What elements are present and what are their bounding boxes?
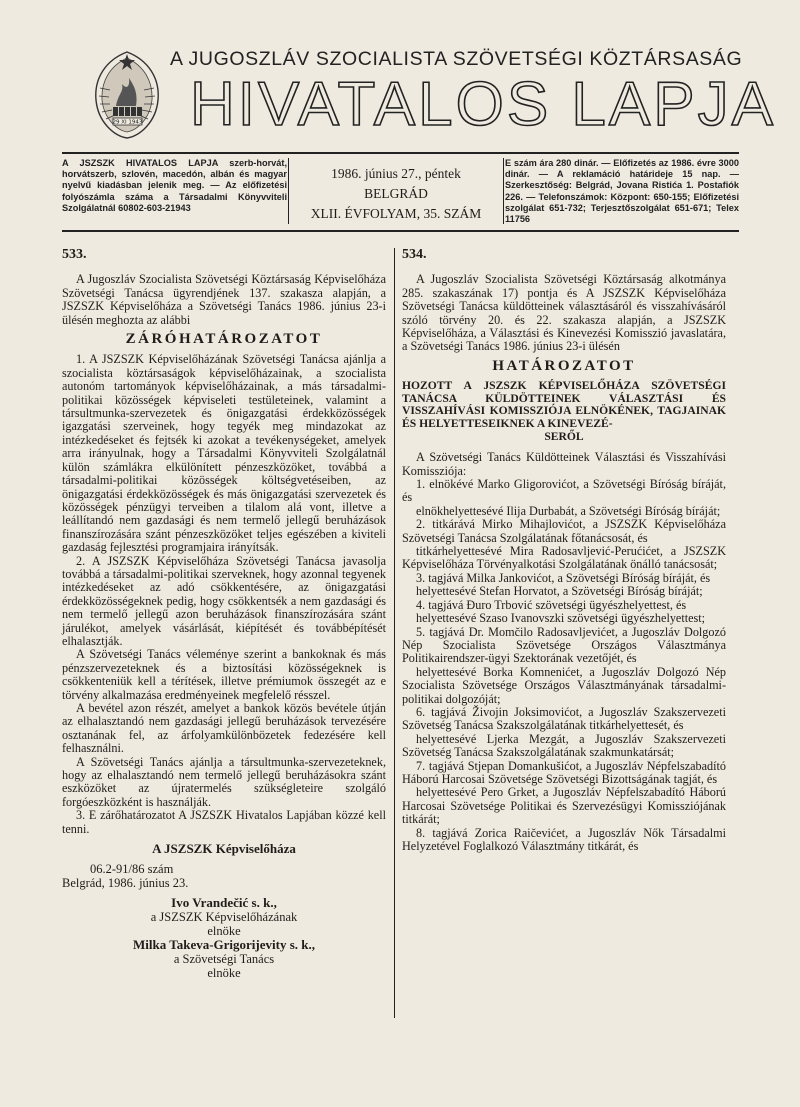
signature-block [62,842,386,980]
issue-volume: XLII. ÉVFOLYAM, 35. SZÁM [310,206,482,221]
decision-intro: A Jugoszláv Szocialista Szövetségi Köztársaság alkotmánya 285. szakaszának 17) pontja és A JSZSZK Képviselőháza Szövetségi Tanácsa küldötteinek választásáról és visszahívásáról szóló törvény 20. és 22. szakasza alapján, a JSZSZK Képviselőháza, a Választási és Kinevezési Komisszió javaslatára, a Szövetségi Tanács 1986. június 23-i ülésén [402,272,726,354]
paragraph: A Szövetségi Tanács Küldötteinek Választási és Visszahívási Komissziója: [402,450,726,478]
issuer: A JSZSZK Képviselőháza [152,841,296,857]
signatory-1-name: Ivo Vrandečić s. k., [171,895,277,911]
decision-subheading [402,380,726,443]
reference-number: 06.2-91/86 szám [90,862,174,877]
paragraph: helyettesévé Ljerka Mezgát, a Jugoszláv Szakszervezeti Szövetség Tanácsa Szakszolgálatának szakmunkatársát; [402,731,726,760]
signatory-1-role: a JSZSZK Képviselőházának [150,910,298,925]
paragraph: 7. tagjává Stjepan Domankušićot, a Jugoszláv Népfelszabadító Háború Harcosai Szövetsége Szövetségi Bizottságának tagját, és [402,758,726,786]
subheading-end: SERŐL [544,429,584,443]
masthead-rule-top [62,152,739,154]
subheading-text: HOZOTT A JSZSZK KÉPVISELŐHÁZA SZÖVETSÉGI TANÁCSA KÜLDÖTTEINEK VÁLASZTÁSI ÉS VISSZAHÍVÁSI KOMISSZIÓJA ELNÖKÉNEK, TAGJAINAK ÉS HELYETTESEIKNEK A KINEVEZÉ- [402,379,726,431]
republic-name: A JUGOSZLÁV SZOCIALISTA SZÖVETSÉGI KÖZTÁRSASÁG [170,48,743,70]
paragraph: 2. titkárává Mirko Mihajlovićot, a JSZSZK Képviselőháza Szövetségi Tanácsa Szolgálatának főtanácsosát, és [402,517,726,545]
paragraph: 6. tagjává Živojin Joksimovićot, a Jugoszláv Szakszervezeti Szövetség Tanácsa Szakszolgálatának titkárhelyettesét, és [402,704,726,733]
paragraph: A Szövetségi Tanács véleménye szerint a bankoknak és más pénzszervezeteknek és a biztosítási közösségeknek is csökkenteniük kell a térítések, illetve prémiumok összegét az e törvény alkalmazása eredményeinek megfelelő résszel. [62,647,386,702]
decision-number: 534. [402,247,427,262]
paragraph: helyettesévé Stefan Horvatot, a Szövetségi Bíróság bíráját; [416,584,703,599]
signatory-2-name: Milka Takeva-Grigorijevity s. k., [133,937,315,953]
signatory-2-role: a Szövetségi Tanács [173,952,275,967]
paragraph: 2. A JSZSZK Képviselőháza Szövetségi Tanácsa javasolja továbbá a társadalmi-politikai szerveknek, hogy azonnal tegyenek intézkedéseket az adó csökkentésére, az önigazgatási érdekközösségeknek pedig, hogy csökkentsék a nem gazdasági és nem termelő jellegű azon beruházások finanszírozására szánt járulékot, amelyek vásárlását, kiépítését és továbbépítését elhalasztják. [62,553,386,648]
column-divider [394,248,395,1018]
paragraph: 8. tagjává Zorica Raičevićet, a Jugoszláv Nők Társadalmi Helyzetével Foglalkozó Választmány titkárát, és [402,825,726,853]
place-date: Belgrád, 1986. június 23. [62,876,189,891]
gazette-title: HIVATALOS LAPJA [190,70,776,139]
paragraph: helyettesévé Pero Grket, a Jugoszláv Népfelszabadító Háború Harcosai Szövetsége Politikai és Szervezésügyi Komissziójának titkárát; [402,785,726,827]
paragraph: 1. elnökévé Marko Gligorovićot, a Szövetségi Bíróság bíráját, és [402,477,726,505]
decision-intro: A Jugoszláv Szocialista Szövetségi Köztársaság Képviselőháza Szövetségi Tanácsa ügyrendjének 137. szakasza alapján, a JSZSZK Képviselőháza a Szövetségi Tanács 1986. június 23-i ülésén meghozta az alábbi [62,272,386,327]
paragraph: titkárhelyettesévé Mira Radosavljević-Perućićet, a JSZSZK Képviselőháza Törvényalkotási Szolgálatának önálló tanácsosát; [402,544,726,572]
decision-heading: ZÁRÓHATÁROZATOT [125,331,323,348]
svg-text:29 XI 1943: 29 XI 1943 [112,119,143,126]
header-divider-right [503,158,504,224]
paragraph: A Szövetségi Tanács ajánlja a társultmunka-szervezeteknek, hogy az elhalasztandó nem termelő jellegű beruházásokra szánt eszközöket az újratermelés szükségleteire szolgáló forgóeszközként is használják. [62,754,386,809]
paragraph: 5. tagjává Dr. Momčilo Radosavljevićet, a Jugoszláv Dolgozó Nép Szocialista Szövetsége Országos Választmánya Politikairendszer-ügyi Szektorának vezetőjét, és [402,624,726,666]
paragraph: 3. tagjává Milka Jankovićot, a Szövetségi Bíróság bíráját, és [416,570,711,585]
header-divider-left [288,158,289,224]
decision-533 [62,248,386,980]
paragraph: helyettesévé Borka Komnenićet, a Jugoszláv Dolgozó Nép Szocialista Szövetsége Országos Választmányának társadalmi-politikai dolgozóját; [402,664,726,706]
state-emblem-icon [86,48,168,140]
paragraph: 1. A JSZSZK Képviselőházának Szövetségi Tanácsa ajánlja a szocialista köztársaságok képviselőházainak, a szocialista autonóm tartományok képviselőházainak, a más társadalmi-politikai közösségek képviseleti testületeinek, valamint a társultmunka-szervezetek és önigazgatási érdekközösségek igazgatási szerveinek, hogy tegyék meg mindazokat az intézkedéseket és fejtsék ki azokat a tevékenységeket, amelyek arra irányulnak, hogy a Társadalmi Könyvviteli Szolgálatnál külön számlákra elkülönített pénzeszközöket, továbbá a társadalmi-politikai közösségek költségvetéseiben, az önigazgatási érdekközösségek és más önigazgatási szervezetek és közösségek pénzügyi terveiben a tilalom alá vont, illetve a leállítandó nem gazdasági és nem termelő jellegű beruházások finanszírozására szánt pénzeszközöket teljes egészében a kiviteli gazdaság fejlesztési programjaira irányítsák. [62,352,386,555]
paragraph: elnökhelyettesévé Ilija Durbabát, a Szövetségi Bíróság bíráját; [416,503,721,518]
paragraph: 3. E zárőhatározatot A JSZSZK Hivatalos Lapjában közzé kell tenni. [62,808,386,836]
issue-date: 1986. június 27., péntek [331,166,461,181]
header-right-info: E szám ára 280 dinár. — Előfizetés az 1986. évre 3000 dinár. — A reklamáció határideje 15 nap. — Szerkesztőség: Belgrád, Jovana Ristića 1. Postafiók 226. — Telefonszámok: Központ: 650-155; Előfizetési szolgálat 651-732; Terjesztőszolgálat 651-671; Telex 11756 [505,158,739,225]
signatory-1-role-2: elnöke [207,924,241,939]
paragraph: helyettesévé Szaso Ivanovszki szövetségi ügyészhelyettest; [416,611,706,626]
issue-city: BELGRÁD [364,186,428,201]
masthead-rule-bottom [62,230,739,232]
paragraph: A bevétel azon részét, amelyet a bankok közös bevétele útján az elhalasztandó nem gazdasági jellegű beruházások tervezésére osztanának fel, az árfolyamkülönbözetek fedezésére kell felhasználni. [62,701,386,756]
signatory-2-role-2: elnöke [207,966,241,981]
paragraph: 4. tagjává Đuro Trbović szövetségi ügyészhelyettest, és [416,597,687,612]
decision-534 [402,248,726,853]
header-issue-info [290,164,502,224]
decision-number: 533. [62,247,87,262]
decision-heading: HATÁROZATOT [492,357,636,374]
header-left-info: A JSZSZK HIVATALOS LAPJA szerb-horvát, horvátszerb, szlovén, macedón, albán és magyar nyelvű kiadásban jelenik meg. — Az előfizetési folyószámla száma a Társadalmi Könyvviteli Szolgálatnál 60802-603-21943 [62,158,287,213]
